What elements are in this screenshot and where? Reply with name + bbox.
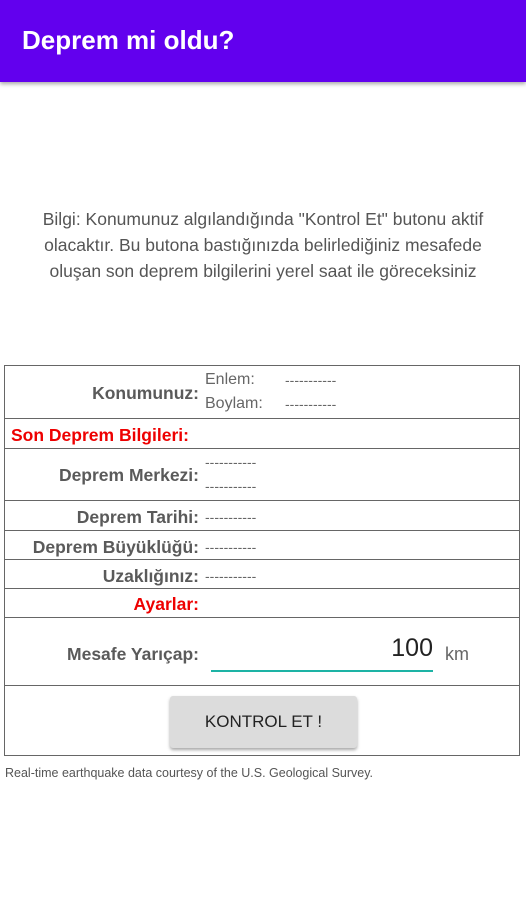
quake-center-line2: -----------: [205, 478, 257, 494]
quake-magnitude-label: Deprem Büyüklüğü:: [32, 537, 199, 557]
info-text: [0, 206, 526, 284]
radius-row: [5, 618, 519, 686]
info-line: olacaktır. Bu butona bastığınızda belirlediğiniz mesafede: [44, 235, 482, 255]
usgs-credit: Real-time earthquake data courtesy of the U.S. Geological Survey.: [5, 766, 374, 780]
app-bar: [0, 0, 526, 82]
longitude-label: Boylam:: [205, 395, 263, 412]
quake-distance-label: Uzaklığınız:: [102, 566, 199, 586]
latitude-value: -----------: [285, 372, 337, 388]
radius-input[interactable]: 100: [211, 634, 433, 672]
quake-magnitude-row: [5, 531, 519, 560]
settings-header: Ayarlar:: [133, 594, 199, 614]
quake-center-label: Deprem Merkezi:: [58, 465, 199, 485]
location-row: [5, 366, 519, 419]
quake-magnitude-value: -----------: [205, 539, 257, 555]
location-label: Konumunuz:: [92, 383, 199, 403]
radius-label: Mesafe Yarıçap:: [67, 644, 199, 664]
quake-date-label: Deprem Tarihi:: [76, 507, 199, 527]
settings-header-row: [5, 589, 519, 618]
info-line: oluşan son deprem bilgilerini yerel saat ile göreceksiniz: [49, 261, 477, 281]
last-quake-header-row: [5, 419, 519, 449]
quake-distance-value: -----------: [205, 568, 257, 584]
check-button[interactable]: KONTROL ET !: [170, 696, 357, 748]
quake-distance-row: [5, 560, 519, 589]
info-line: Bilgi: Konumunuz algılandığında "Kontrol Et" butonu aktif: [42, 209, 484, 229]
last-quake-header: Son Deprem Bilgileri:: [11, 425, 189, 445]
quake-date-row: [5, 501, 519, 531]
quake-center-line1: -----------: [205, 454, 257, 470]
quake-date-value: -----------: [205, 509, 257, 525]
radius-unit: km: [445, 644, 469, 664]
quake-center-row: [5, 449, 519, 501]
earthquake-panel: [4, 365, 520, 756]
longitude-value: -----------: [285, 396, 337, 412]
app-title: Deprem mi oldu?: [22, 25, 235, 55]
latitude-label: Enlem:: [205, 371, 255, 388]
